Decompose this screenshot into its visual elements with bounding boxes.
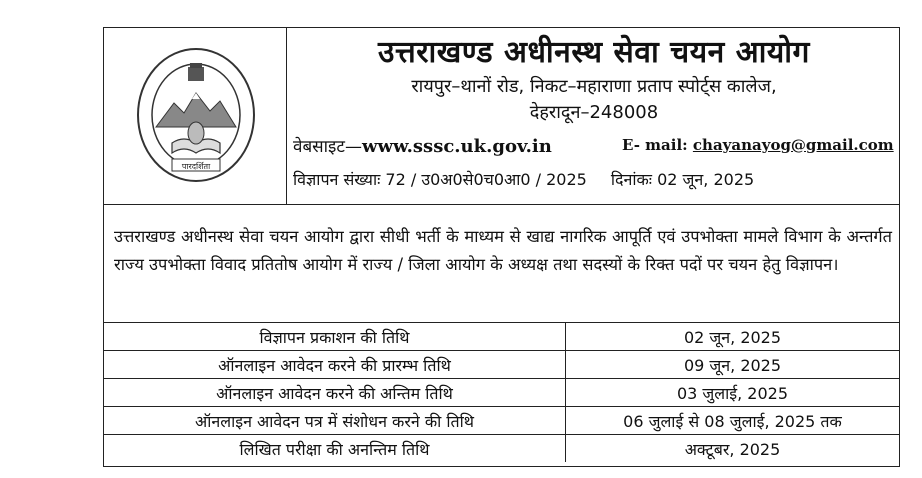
website-link[interactable]: www.sssc.uk.gov.in (361, 136, 552, 157)
address-line-1: रायपुर–थानों रोड, निकट–महाराणा प्रताप स्पोर्ट्स कालेज, (411, 76, 777, 97)
advertisement-date: दिनांकः 02 जून, 2025 (610, 170, 755, 189)
advertisement-number: विज्ञापन संख्याः 72 / उ0अ0से0च0आ0 / 2025 (293, 170, 587, 189)
date-value-cell: अक्टूबर, 2025 (566, 435, 900, 463)
date-value-cell: 03 जुलाई, 2025 (566, 379, 900, 407)
table-row (104, 379, 899, 407)
date-value-cell: 02 जून, 2025 (566, 323, 900, 351)
website-label: वेबसाइट— (293, 137, 362, 157)
important-dates-table (104, 322, 899, 462)
org-title: उत्तराखण्ड अधीनस्थ सेवा चयन आयोग (378, 35, 810, 70)
email-link[interactable]: chayanayog@gmail.com (692, 136, 894, 154)
table-row (104, 323, 899, 351)
date-label-cell: ऑनलाइन आवेदन करने की अन्तिम तिथि (104, 379, 566, 407)
website-line (293, 134, 552, 157)
table-row (104, 407, 899, 435)
table-row (104, 435, 899, 463)
date-value-cell: 09 जून, 2025 (566, 351, 900, 379)
table-row (104, 351, 899, 379)
email-label: E- mail: (622, 136, 693, 154)
advertisement-number-line (293, 168, 754, 190)
letterhead (104, 28, 899, 205)
date-label-cell: ऑनलाइन आवेदन पत्र में संशोधन करने की तिथि (104, 407, 566, 435)
seal-motto: पारदर्शिता (181, 162, 211, 171)
date-value-cell: 06 जुलाई से 08 जुलाई, 2025 तक (566, 407, 900, 435)
date-label-cell: विज्ञापन प्रकाशन की तिथि (104, 323, 566, 351)
email-line (622, 136, 894, 154)
date-label-cell: ऑनलाइन आवेदन करने की प्रारम्भ तिथि (104, 351, 566, 379)
date-label-cell: लिखित परीक्षा की अनन्तिम तिथि (104, 435, 566, 463)
state-emblem-seal-icon (134, 45, 258, 187)
notice-frame (103, 27, 900, 467)
address-line-2: देहरादून–248008 (529, 102, 659, 123)
notice-description: उत्तराखण्ड अधीनस्थ सेवा चयन आयोग द्वारा सीधी भर्ती के माध्यम से खाद्य नागरिक आपूर्ति एवं उपभोक्ता मामले विभाग के अन्तर्गत राज्य उपभोक्ता विवाद प्रतितोष आयोग में राज्य / जिला आयोग के अध्यक्ष तथा सदस्यों के रिक्त पदों पर चयन हेतु विज्ञापन। (114, 227, 892, 274)
logo-cell (104, 28, 287, 204)
